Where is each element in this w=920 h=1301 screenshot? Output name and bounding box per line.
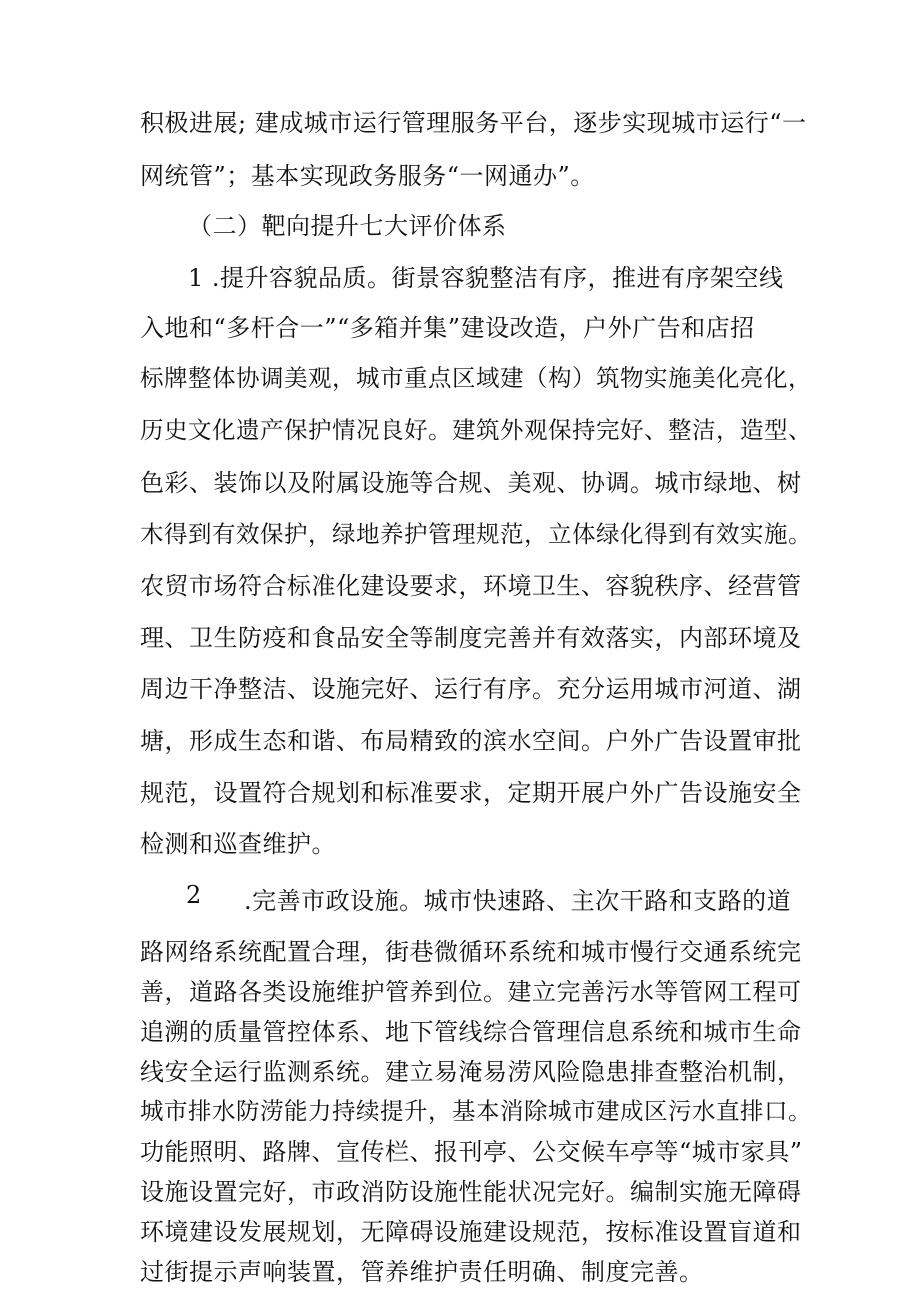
item-2-line-3: 追溯的质量管控体系、地下管线综合管理信息系统和城市生命 bbox=[140, 1018, 802, 1046]
item-1-line-8: 理、卫生防疫和食品安全等制度完善并有效落实，内部环境及 bbox=[140, 624, 802, 652]
item-2-line-6: 功能照明、路牌、宣传栏、报刊亭、公交候车亭等“城市家具” bbox=[140, 1138, 803, 1166]
item-1-line-2: 入地和“多杆合一”“多箱并集”建设改造，户外广告和店招 bbox=[140, 314, 755, 342]
item-1-line-11: 规范，设置符合规划和标准要求，定期开展户外广告设施安全 bbox=[140, 779, 802, 807]
item-1-line-5: 色彩、装饰以及附属设施等合规、美观、协调。城市绿地、树 bbox=[140, 469, 802, 497]
item-2-line-8: 环境建设发展规划，无障碍设施建设规范，按标准设置盲道和 bbox=[140, 1218, 802, 1246]
item-2-line-2: 善，道路各类设施维护管养到位。建立完善污水等管网工程可 bbox=[140, 978, 802, 1006]
item-1-line-10: 塘，形成生态和谐、布局精致的滨水空间。户外广告设置审批 bbox=[140, 727, 802, 755]
item-1-line-7: 农贸市场符合标准化建设要求，环境卫生、容貌秩序、经营管 bbox=[140, 572, 802, 600]
item-2-title-line: .完善市政设施。城市快速路、主次干路和支路的道 bbox=[244, 887, 792, 915]
item-2-line-4: 线安全运行监测系统。建立易淹易涝风险隐患排查整治机制， bbox=[140, 1058, 802, 1086]
item-1-line-12: 检测和巡查维护。 bbox=[140, 830, 336, 858]
item-2-line-7: 设施设置完好，市政消防设施性能状况完好。编制实施无障碍 bbox=[140, 1178, 802, 1206]
intro-line-2: 网统管”；基本实现政务服务“一网通办”。 bbox=[140, 162, 595, 190]
item-1-line-6: 木得到有效保护，绿地养护管理规范，立体绿化得到有效实施。 bbox=[140, 520, 812, 548]
item-2-line-5: 城市排水防涝能力持续提升，基本消除城市建成区污水直排口。 bbox=[140, 1097, 812, 1125]
item-2-line-1: 路网络系统配置合理，街巷微循环系统和城市慢行交通系统完 bbox=[140, 938, 802, 966]
intro-line-1: 积极进展; 建成城市运行管理服务平台，逐步实现城市运行“一 bbox=[140, 109, 807, 137]
item-2-number: 2 bbox=[186, 881, 202, 909]
item-2-line-9: 过街提示声响装置，管养维护责任明确、制度完善。 bbox=[140, 1258, 704, 1286]
item-1-line-3: 标牌整体协调美观，城市重点区域建（构）筑物实施美化亮化， bbox=[140, 364, 812, 392]
item-1-line-4: 历史文化遗产保护情况良好。建筑外观保持完好、整洁，造型、 bbox=[140, 416, 812, 444]
item-1-line-1: 1 .提升容貌品质。街景容貌整洁有序，推进有序架空线 bbox=[188, 264, 784, 292]
item-1-line-9: 周边干净整洁、设施完好、运行有序。充分运用城市河道、湖 bbox=[140, 675, 802, 703]
section-heading: （二）靶向提升七大评价体系 bbox=[188, 212, 507, 240]
